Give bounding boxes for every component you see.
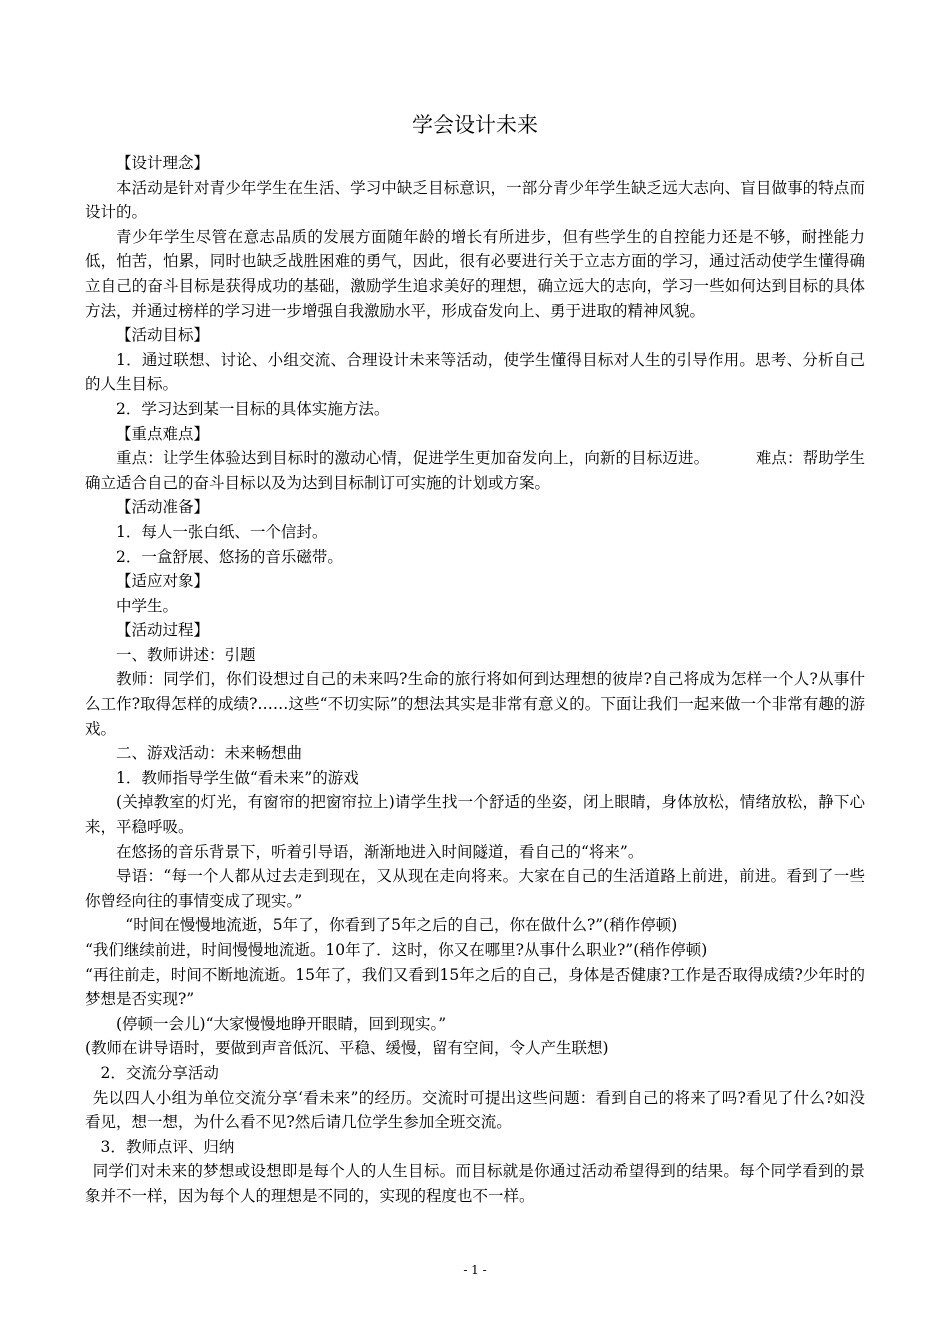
paragraph: 教师：同学们，你们设想过自己的未来吗?生命的旅行将如何到达理想的彼岸?自己将成为怎样一个人?从事什么工作?取得怎样的成绩?……这些“不切实际”的想法其实是非常有意义的。下面让我们一起来做一个非常有趣的游戏。: [85, 670, 865, 738]
paragraph: (停顿一会儿)“大家慢慢地睁开眼睛，回到现实。”: [116, 1014, 447, 1033]
subsection-heading: 2．交流分享活动: [100, 1063, 219, 1082]
subsection-heading: 3．教师点评、归纳: [100, 1137, 235, 1156]
section-heading-target: 【适应对象】: [116, 572, 210, 591]
paragraph: [85, 446, 865, 495]
paragraph: (关掉教室的灯光，有窗帘的把窗帘拉上)请学生找一个舒适的坐姿，闭上眼睛，身体放松，情绪放松，静下心来，平稳呼吸。: [85, 793, 865, 837]
list-item: 2．一盒舒展、悠扬的音乐磁带。: [116, 547, 343, 566]
paragraph: 中学生。: [116, 596, 179, 615]
section-heading-goals: 【活动目标】: [116, 326, 210, 345]
paragraph: 青少年学生尽管在意志品质的发展方面随年龄的增长有所进步，但有些学生的自控能力还是不够，耐挫能力低，怕苦，怕累，同时也缺乏战胜困难的勇气，因此，很有必要进行关于立志方面的学习，通过活动使学生懂得确立自己的奋斗目标是获得成功的基础，激励学生追求美好的理想，确立远大的志向，学习一些如何达到目标的具体方法，并通过榜样的学习进一步增强自我激励水平，形成奋发向上、勇于进取的精神风貌。: [85, 227, 865, 320]
section-heading-process: 【活动过程】: [116, 621, 210, 640]
list-item: 1．每人一张白纸、一个信封。: [116, 522, 328, 541]
document-body: [85, 151, 865, 1209]
key-difficulty-text: 难点：帮助学生确立适合自己的奋斗目标以及为达到目标制订可实施的计划或方案。: [85, 449, 865, 492]
paragraph: 先以四人小组为单位交流分享‘看未来”的经历。交流时可提出这些问题：看到自己的将来了吗?看见了什么?如没看见，想一想，为什么看不见?然后请几位学生参加全班交流。: [85, 1088, 865, 1132]
paragraph: 同学们对未来的梦想或设想即是每个人的人生目标。而目标就是你通过活动希望得到的结果。每个同学看到的景象并不一样，因为每个人的理想是不同的，实现的程度也不一样。: [85, 1162, 865, 1205]
subsection-heading: 二、游戏活动：未来畅想曲: [116, 744, 303, 763]
paragraph: 本活动是针对青少年学生在生活、学习中缺乏目标意识，一部分青少年学生缺乏远大志向、盲目做事的特点而设计的。: [85, 178, 865, 222]
section-heading-concept: 【设计理念】: [116, 154, 210, 172]
list-item: 2．学习达到某一目标的具体实施方法。: [116, 399, 390, 418]
list-item: 1．通过联想、讨论、小组交流、合理设计未来等活动，使学生懂得目标对人生的引导作用。思考、分析自己的人生目标。: [85, 350, 865, 394]
key-focus-text: 重点：让学生体验达到目标时的激动心情，促进学生更加奋发向上，向新的目标迈进。: [116, 449, 710, 468]
document-title: 学会设计未来: [412, 113, 538, 137]
page-number: - 1 -: [463, 1263, 487, 1277]
paragraph: 在悠扬的音乐背景下，听着引导语，渐渐地进入时间隧道，看自己的“将来”。: [116, 842, 644, 861]
paragraph: “时间在慢慢地流逝，5年了，你看到了5年之后的自己，你在做什么?”(稍作停顿): [125, 916, 678, 935]
subsection-heading: 1．教师指导学生做“看未来”的游戏: [116, 768, 359, 787]
paragraph: “再往前走，时间不断地流逝。15年了，我们又看到15年之后的自己，身体是否健康?工作是否取得成绩?少年时的梦想是否实现?”: [85, 965, 865, 1009]
paragraph: (教师在讲导语时，要做到声音低沉、平稳、缓慢，留有空间，令人产生联想): [85, 1039, 609, 1058]
section-heading-preparation: 【活动准备】: [116, 498, 210, 517]
paragraph: 导语：“每一个人都从过去走到现在，又从现在走向将来。大家在自己的生活道路上前进，前进。看到了一些你曾经向往的事情变成了现实。”: [85, 867, 865, 910]
paragraph: “我们继续前进，时间慢慢地流逝。10年了．这时，你又在哪里?从事什么职业?”(稍作停顿): [85, 941, 708, 959]
section-heading-key-points: 【重点难点】: [116, 424, 210, 443]
subsection-heading: 一、教师讲述：引题: [116, 645, 256, 664]
